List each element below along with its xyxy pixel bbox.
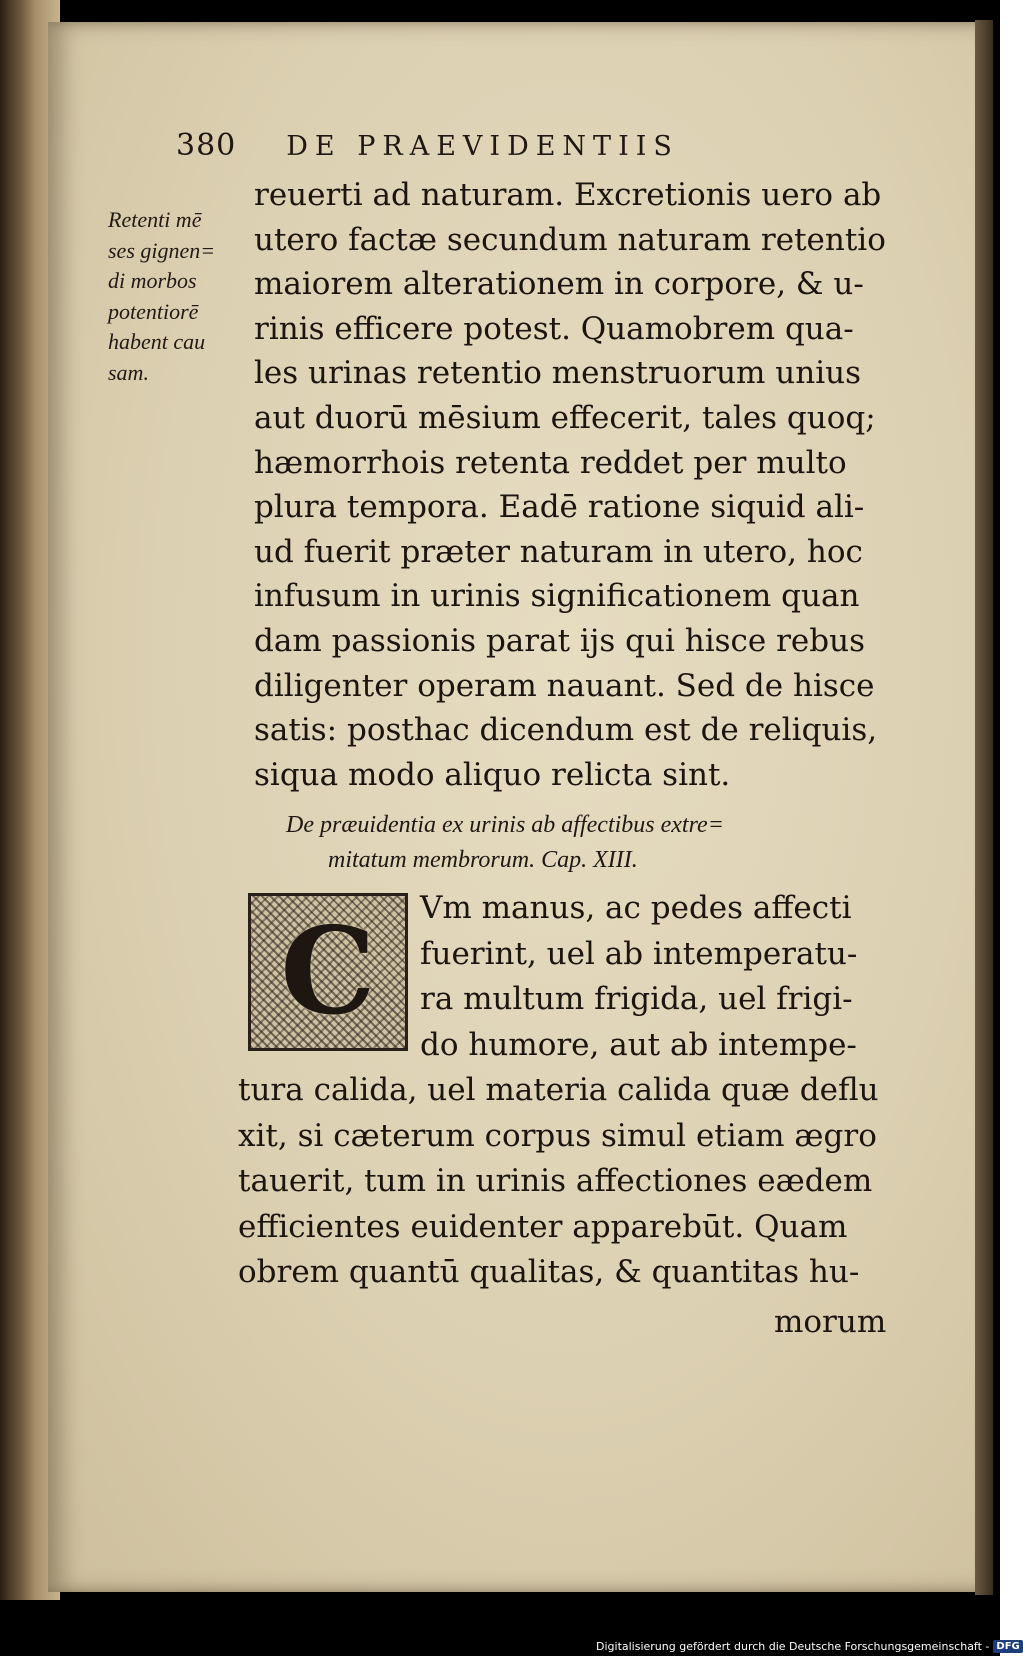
text-line: Vm manus, ac pedes affecti: [420, 890, 852, 926]
page-right-edge: [975, 20, 993, 1595]
text-line: aut duorū mēsium effecerit, tales quoq;: [254, 399, 876, 436]
text-line: efficientes euidenter apparebūt. Quam: [238, 1208, 848, 1245]
initial-letter: C: [280, 901, 376, 1042]
text-line: dam passionis parat ijs qui hisce rebus: [254, 622, 865, 659]
margin-note-line: potentiorē: [108, 298, 199, 324]
text-line: utero factæ secundum naturam retentio: [254, 221, 886, 258]
margin-note-line: habent cau: [108, 329, 206, 354]
text-line: hæmorrhois retenta reddet per multo: [254, 444, 847, 481]
text-line: siqua modo aliquo relicta sint.: [254, 756, 731, 793]
text-line: les urinas retentio menstruorum unius: [254, 355, 862, 392]
text-line: rinis efficere potest. Quamobrem qua-: [254, 310, 854, 347]
catchword: morum: [774, 1304, 887, 1340]
text-line: obrem quantū qualitas, & quantitas hu-: [238, 1254, 860, 1290]
chapter-heading: [286, 808, 926, 878]
chapter-heading-line: mitatum membrorum. Cap. XIII.: [328, 847, 638, 873]
digitization-credit: [596, 1638, 1023, 1654]
dfg-logo: DFG: [993, 1640, 1022, 1653]
text-line: diligenter operam nauant. Sed de hisce: [254, 667, 875, 704]
decorated-initial: [248, 893, 408, 1051]
lower-body-text: [238, 1068, 938, 1296]
text-line: tura calida, uel materia calida quæ deflu: [238, 1072, 879, 1108]
page-number: 380: [176, 128, 237, 163]
text-line: infusum in urinis significationem quan: [254, 578, 860, 615]
margin-note-line: Retenti mē: [108, 207, 202, 232]
text-line: fuerint, uel ab intemperatu-: [420, 935, 858, 972]
margin-note-line: di morbos: [108, 268, 197, 293]
text-line: plura tempora. Eadē ratione siquid ali-: [254, 489, 865, 526]
text-line: ra multum frigida, uel frigi-: [420, 981, 853, 1017]
text-line: reuerti ad naturam. Excretionis uero ab: [254, 177, 882, 213]
running-head: DE PRAEVIDENTIIS: [286, 131, 679, 162]
credit-text: Digitalisierung gefördert durch die Deutsche Forschungsgemeinschaft -: [596, 1639, 990, 1653]
text-line: ud fuerit præter naturam in utero, hoc: [254, 533, 863, 570]
margin-note-line: sam.: [108, 359, 149, 385]
margin-note-line: ses gignen=: [108, 237, 216, 263]
text-line: satis: posthac dicendum est de reliquis,: [254, 712, 878, 749]
margin-note: [108, 205, 258, 388]
text-line: xit, si cæterum corpus simul etiam ægro: [238, 1117, 877, 1154]
text-line: tauerit, tum in urinis affectiones eædem: [238, 1163, 873, 1199]
text-line: do humore, aut ab intempe-: [420, 1026, 857, 1063]
initial-adjacent-text: [420, 886, 940, 1068]
body-text: [254, 173, 934, 797]
text-line: maiorem alterationem in corpore, & u-: [254, 266, 864, 303]
page-header: [176, 128, 856, 168]
chapter-heading-line: De præuidentia ex urinis ab affectibus extre=: [286, 812, 724, 838]
